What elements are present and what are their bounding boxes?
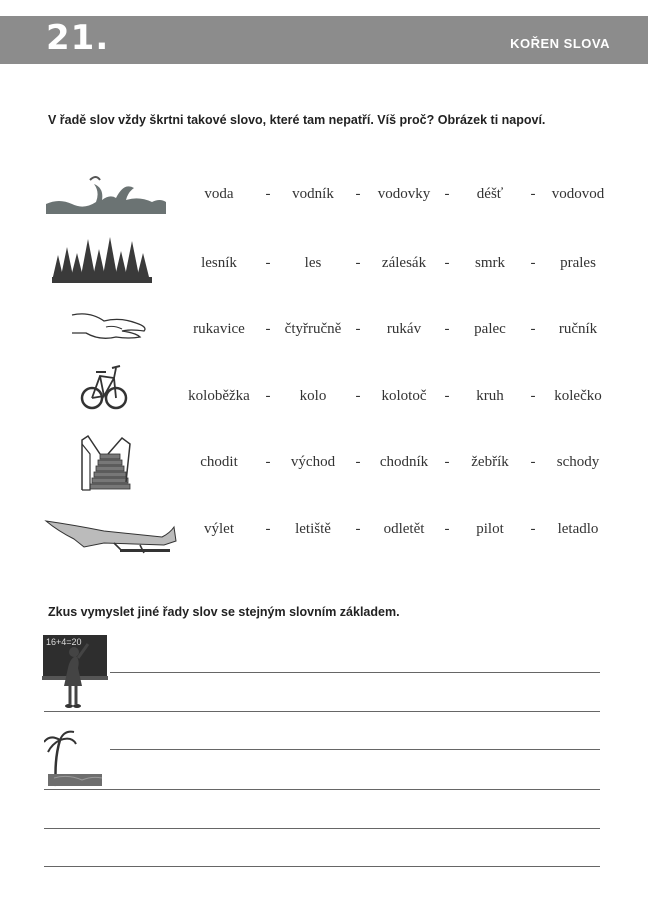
separator: - [444,521,450,537]
separator: - [444,186,450,202]
word: vodník [292,186,334,202]
word: odletět [383,521,425,537]
exercise-topic: KOŘEN SLOVA [510,36,610,51]
word: chodit [200,454,238,470]
separator: - [355,521,361,537]
separator: - [355,388,361,404]
separator: - [265,388,271,404]
word: žebřík [471,454,509,470]
word-row-4 [0,358,648,418]
palm-tree-icon [44,730,106,788]
separator: - [265,454,271,470]
word: kolečko [554,388,602,404]
writing-line [44,866,600,867]
hand-icon [70,307,150,345]
word: zálesák [381,255,427,271]
writing-line [110,672,600,673]
separator: - [530,521,536,537]
separator: - [444,454,450,470]
separator: - [444,255,450,271]
word: chodník [379,454,429,470]
separator: - [444,388,450,404]
word: letiště [295,521,331,537]
word: kolo [299,388,327,404]
separator: - [355,186,361,202]
separator: - [530,186,536,202]
word: palec [474,321,506,337]
word: prales [560,255,596,271]
separator: - [355,321,361,337]
word: les [304,255,322,271]
separator: - [444,321,450,337]
word: rukavice [193,321,245,337]
separator: - [265,186,271,202]
word: déšť [476,186,504,202]
water-splash-icon [44,174,168,216]
word: ručník [558,321,598,337]
forest-icon [50,233,155,285]
separator: - [355,255,361,271]
separator: - [530,454,536,470]
airplane-icon [44,515,180,559]
writing-line [44,789,600,790]
word-row-6 [0,505,648,565]
word: východ [290,454,336,470]
word-row-1 [0,170,648,230]
header-bar [0,16,648,64]
word: voda [204,186,234,202]
separator: - [530,255,536,271]
word: schody [556,454,600,470]
separator: - [530,321,536,337]
word: lesník [201,255,237,271]
word-row-2 [0,237,648,297]
separator: - [265,321,271,337]
separator: - [265,255,271,271]
word: kruh [476,388,504,404]
separator: - [530,388,536,404]
instruction-2: Zkus vymyslet jiné řady slov se stejným slovním základem. [48,605,400,619]
word-row-5 [0,430,648,490]
word: letadlo [557,521,599,537]
word-row-3 [0,303,648,363]
word: čtyřručně [284,321,342,337]
word: koloběžka [188,388,250,404]
blackboard-text: 16+4=20 [46,637,82,647]
word: smrk [475,255,505,271]
word: výlet [204,521,234,537]
bicycle-icon [80,360,128,418]
instruction-1: V řadě slov vždy škrtni takové slovo, které tam nepatří. Víš proč? Obrázek ti napoví. [48,113,546,127]
blackboard-picture [42,634,108,710]
word: rukáv [386,321,422,337]
writing-line [44,828,600,829]
staircase-icon [78,434,134,494]
word: vodovky [377,186,431,202]
word: vodovod [551,186,605,202]
writing-line [110,749,600,750]
word: kolotoč [381,388,427,404]
writing-line [44,711,600,712]
separator: - [265,521,271,537]
exercise-number: 21. [46,18,110,58]
word: pilot [476,521,504,537]
separator: - [355,454,361,470]
